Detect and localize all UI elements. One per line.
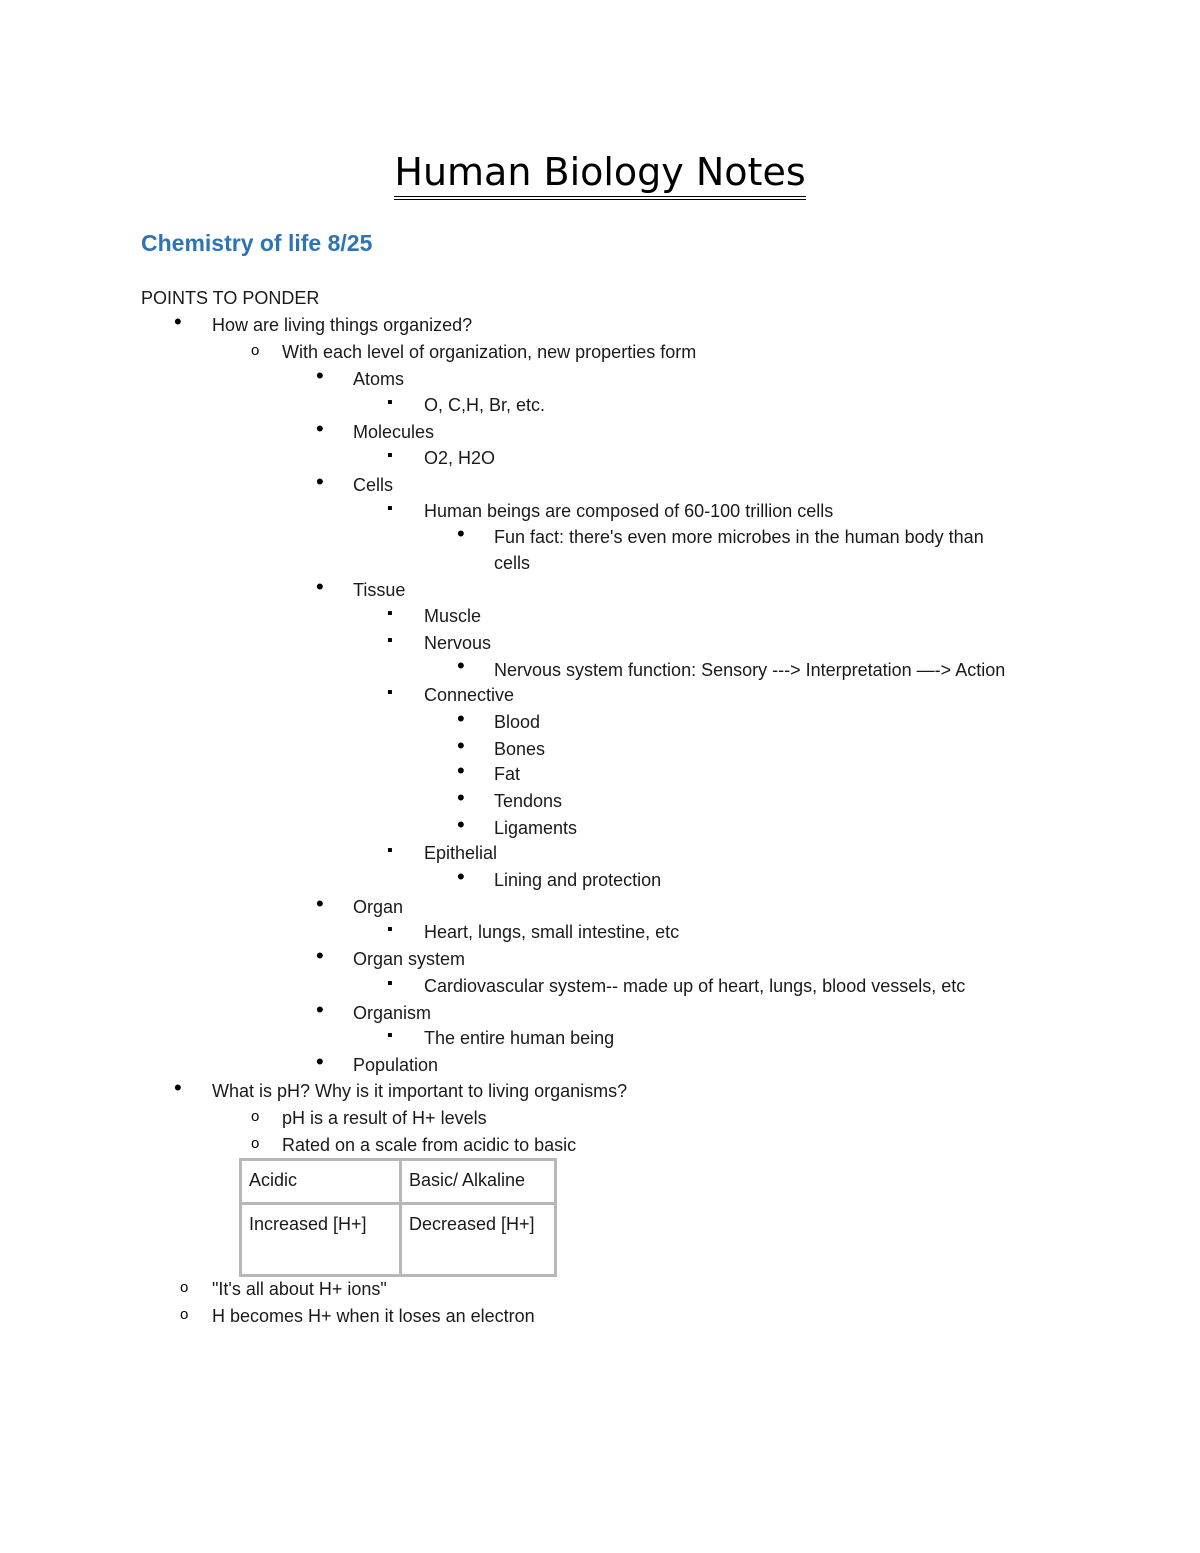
bullet-square xyxy=(387,496,393,522)
bullet-square xyxy=(387,971,393,997)
list-item: Epithelial xyxy=(424,843,498,863)
bullet-dot xyxy=(316,363,324,392)
bullet-square xyxy=(387,628,393,654)
bullet-square xyxy=(387,390,393,416)
list-item: The entire human being xyxy=(424,1028,615,1048)
bullet-circle xyxy=(251,338,259,364)
list-item: pH is a result of H+ levels xyxy=(282,1108,487,1128)
list-item: What is pH? Why is it important to living organisms? xyxy=(212,1081,628,1101)
list-item: Nervous system function: Sensory ---> Interpretation —-> Action xyxy=(494,660,1006,680)
bullet-dot xyxy=(457,521,465,550)
list-item: With each level of organization, new properties form xyxy=(282,342,697,362)
list-item: Tendons xyxy=(494,791,563,811)
list-item: How are living things organized? xyxy=(212,315,473,335)
list-item: Molecules xyxy=(353,422,435,442)
bullet-dot xyxy=(457,653,465,682)
list-item: "It's all about H+ ions" xyxy=(212,1279,387,1299)
bullet-dot xyxy=(316,891,324,920)
bullet-square xyxy=(387,680,393,706)
list-item: O2, H2O xyxy=(424,448,496,468)
bullet-square xyxy=(387,838,393,864)
bullet-square xyxy=(387,917,393,943)
list-item: Tissue xyxy=(353,580,406,600)
list-item: Rated on a scale from acidic to basic xyxy=(282,1135,577,1155)
table-header-cell: Basic/ Alkaline xyxy=(401,1160,556,1204)
bullet-square xyxy=(387,443,393,469)
bullet-dot xyxy=(457,758,465,787)
bullet-dot xyxy=(457,864,465,893)
document-title xyxy=(0,148,1200,200)
list-item: Lining and protection xyxy=(494,870,662,890)
bullet-dot xyxy=(316,1049,324,1078)
table-row xyxy=(241,1160,556,1204)
list-item: Cells xyxy=(353,475,394,495)
list-item: Heart, lungs, small intestine, etc xyxy=(424,922,680,942)
bullet-circle xyxy=(251,1131,259,1157)
list-item: O, C,H, Br, etc. xyxy=(424,395,546,415)
bullet-dot xyxy=(457,812,465,841)
table-cell: Increased [H+] xyxy=(241,1204,401,1276)
list-item: Connective xyxy=(424,685,515,705)
ph-table xyxy=(239,1158,557,1277)
table-cell: Decreased [H+] xyxy=(401,1204,556,1276)
list-item: Organism xyxy=(353,1003,432,1023)
bullet-dot xyxy=(316,943,324,972)
list-item: Ligaments xyxy=(494,818,578,838)
table-row xyxy=(241,1204,556,1276)
bullet-circle xyxy=(251,1104,259,1130)
table-header-cell: Acidic xyxy=(241,1160,401,1204)
bullet-dot xyxy=(174,1075,182,1104)
bullet-dot xyxy=(316,997,324,1026)
list-item: Organ system xyxy=(353,949,466,969)
points-to-ponder-label: POINTS TO PONDER xyxy=(141,288,320,308)
bullet-dot xyxy=(316,469,324,498)
list-item: Bones xyxy=(494,739,546,759)
bullet-dot xyxy=(316,574,324,603)
bullet-dot xyxy=(457,706,465,735)
title-text: Human Biology Notes xyxy=(394,148,805,200)
list-item: Muscle xyxy=(424,606,482,626)
list-item: Organ xyxy=(353,897,404,917)
list-item: Blood xyxy=(494,712,541,732)
bullet-square xyxy=(387,1023,393,1049)
list-item: Atoms xyxy=(353,369,405,389)
bullet-circle xyxy=(180,1275,188,1301)
list-item: Fun fact: there's even more microbes in the human body than xyxy=(494,527,984,547)
bullet-square xyxy=(387,601,393,627)
list-item: Cardiovascular system-- made up of heart, lungs, blood vessels, etc xyxy=(424,976,966,996)
list-item: Population xyxy=(353,1055,439,1075)
bullet-dot xyxy=(174,309,182,338)
list-item: Nervous xyxy=(424,633,492,653)
section-heading: Chemistry of life 8/25 xyxy=(141,230,373,256)
list-item: Fat xyxy=(494,764,521,784)
bullet-circle xyxy=(180,1302,188,1328)
list-item: H becomes H+ when it loses an electron xyxy=(212,1306,535,1326)
bullet-dot xyxy=(457,785,465,814)
bullet-dot xyxy=(316,416,324,445)
list-item-continuation: cells xyxy=(494,553,531,573)
list-item: Human beings are composed of 60-100 trillion cells xyxy=(424,501,834,521)
